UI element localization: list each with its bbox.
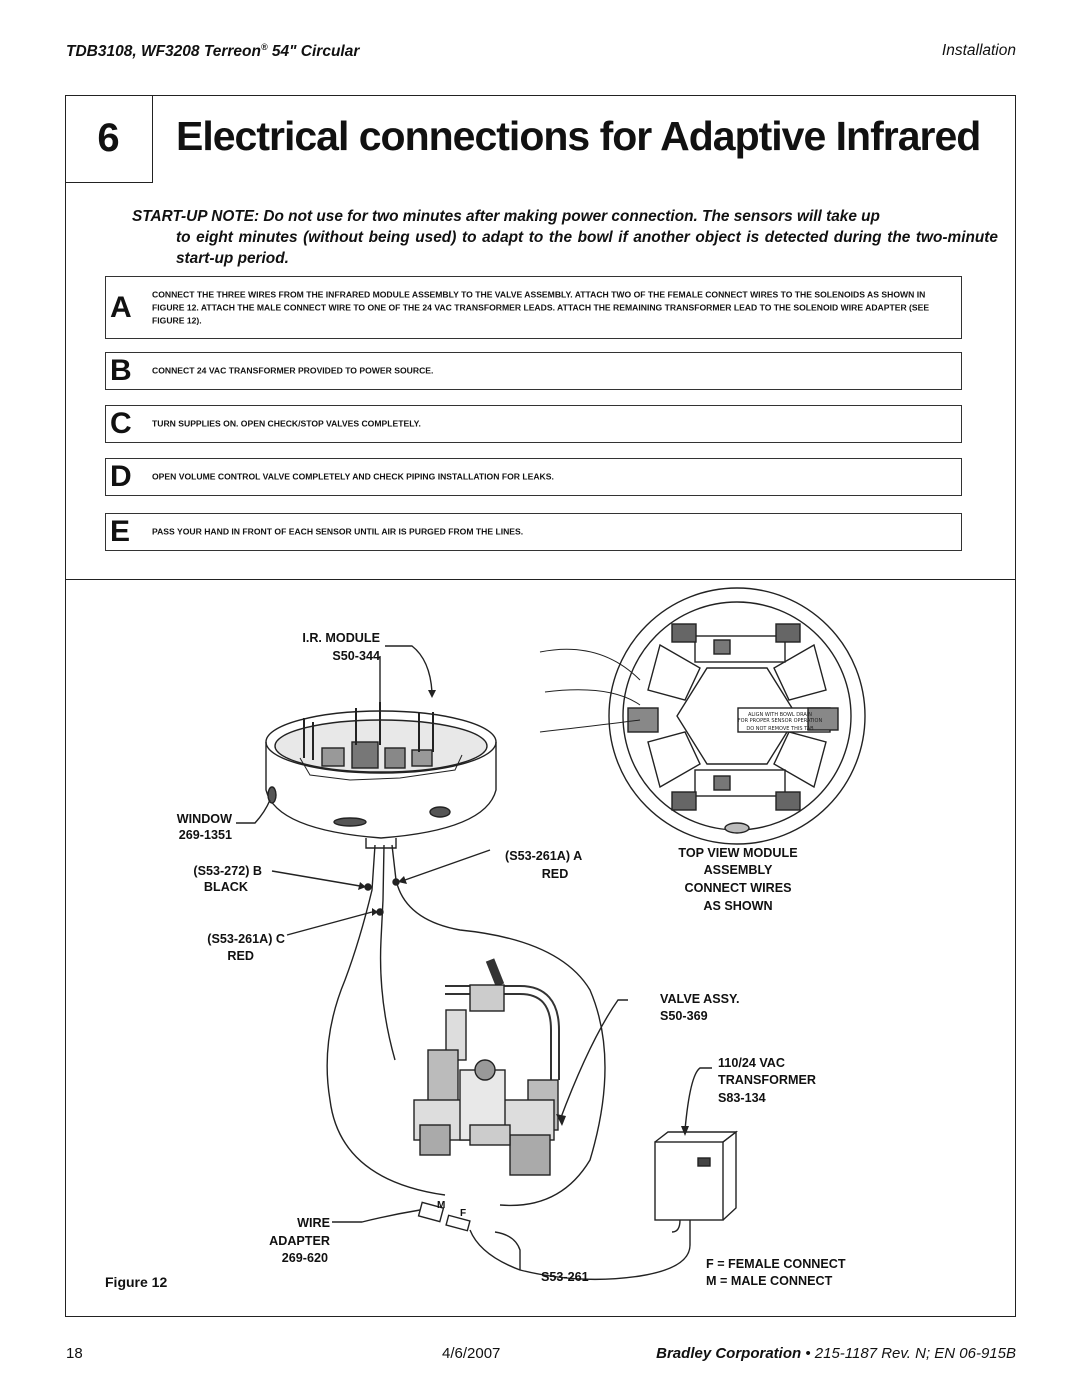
substep-text: TURN SUPPLIES ON. OPEN CHECK/STOP VALVES COMPLETELY. — [152, 418, 421, 429]
substep-letter: A — [110, 290, 132, 324]
label-top-view-1: TOP VIEW MODULE — [678, 846, 798, 860]
substep-text: CONNECT THE THREE WIRES FROM THE INFRARED MODULE ASSEMBLY TO THE VALVE ASSEMBLY. ATTACH TWO OF THE FEMALE CONNECT WIRES TO THE SOLENOIDS AS SHOWN IN FIGURE 12. ATTACH THE MALE CONNECT WIRE TO ONE OF THE 24 VAC TRANSFORMER LEADS. ATTACH THE REMAINING TRANSFORMER LEAD TO THE SOLENOID WIRE ADAPTER (SEE FIGURE 12). — [152, 289, 930, 325]
step-number: 6 — [65, 95, 153, 183]
ir-module-side-view — [266, 702, 496, 848]
substep-a — [105, 276, 962, 339]
substep-e — [105, 513, 962, 551]
label-wire-adapter-2: ADAPTER — [269, 1234, 330, 1248]
page-number: 18 — [66, 1345, 83, 1362]
label-transformer-1: 110/24 VAC — [718, 1056, 785, 1070]
label-wire-c: (S53-261A) C — [207, 932, 285, 946]
substep-c — [105, 405, 962, 443]
startup-note: START-UP NOTE: Do not use for two minutes after making power connection. The sensors will take up to eight minutes (without being used) to adapt to the bowl if another object is detected during the two-minute start-up period. — [132, 208, 998, 267]
svg-text:FOR PROPER SENSOR OPERATION: FOR PROPER SENSOR OPERATION — [737, 718, 823, 724]
label-top-view-4: AS SHOWN — [703, 899, 773, 913]
document-header-model: TDB3108, WF3208 Terreon® 54" Circular — [66, 42, 360, 61]
label-wire-b: (S53-272) B — [193, 864, 262, 878]
substep-b — [105, 352, 962, 390]
label-wire-adapter-part: 269-620 — [281, 1251, 328, 1265]
label-f: F — [460, 1208, 467, 1219]
valve-assembly — [414, 960, 558, 1175]
label-s53-261: S53-261 — [541, 1270, 589, 1284]
legend-male: M = MALE CONNECT — [706, 1274, 833, 1288]
substep-text: CONNECT 24 VAC TRANSFORMER PROVIDED TO POWER SOURCE. — [152, 365, 434, 376]
label-window-part: 269-1351 — [178, 828, 232, 842]
label-wire-a: (S53-261A) A — [505, 849, 583, 863]
document-header-section: Installation — [941, 42, 1016, 59]
label-valve-part: S50-369 — [660, 1009, 708, 1023]
label-wire-adapter-1: WIRE — [297, 1216, 330, 1230]
label-transformer-part: S83-134 — [718, 1091, 766, 1105]
substep-letter: D — [110, 460, 132, 493]
label-wire-c-color: RED — [227, 949, 254, 963]
label-top-view-3: CONNECT WIRES — [684, 881, 792, 895]
substep-text: PASS YOUR HAND IN FRONT OF EACH SENSOR UNTIL AIR IS PURGED FROM THE LINES. — [152, 526, 524, 537]
substep-d — [105, 458, 962, 496]
figure-caption: Figure 12 — [105, 1274, 168, 1290]
wiring-diagram — [0, 580, 1080, 1316]
label-transformer-2: TRANSFORMER — [718, 1073, 816, 1087]
top-view-module — [540, 588, 865, 844]
substep-letter: E — [110, 515, 131, 548]
label-wire-b-color: BLACK — [203, 880, 248, 894]
footer-company: Bradley Corporation • 215-1187 Rev. N; EN 06-915B — [656, 1345, 1016, 1362]
legend-female: F = FEMALE CONNECT — [706, 1257, 846, 1271]
label-ir-module-part: S50-344 — [332, 649, 380, 663]
substep-letter: C — [110, 407, 132, 440]
substep-letter: B — [110, 354, 132, 387]
label-top-view-2: ASSEMBLY — [703, 863, 773, 877]
footer-date: 4/6/2007 — [442, 1345, 501, 1362]
step-title: Electrical connections for Adaptive Infrared — [176, 113, 981, 159]
label-m: M — [437, 1200, 446, 1211]
label-ir-module: I.R. MODULE — [302, 631, 380, 645]
label-wire-a-color: RED — [541, 867, 569, 881]
label-valve: VALVE ASSY. — [660, 992, 740, 1006]
svg-text:ALIGN WITH BOWL DRAIN: ALIGN WITH BOWL DRAIN — [747, 712, 813, 718]
substep-text: OPEN VOLUME CONTROL VALVE COMPLETELY AND CHECK PIPING INSTALLATION FOR LEAKS. — [152, 471, 554, 482]
label-window: WINDOW — [176, 812, 232, 826]
svg-text:DO NOT REMOVE THIS TAB: DO NOT REMOVE THIS TAB — [746, 726, 814, 732]
